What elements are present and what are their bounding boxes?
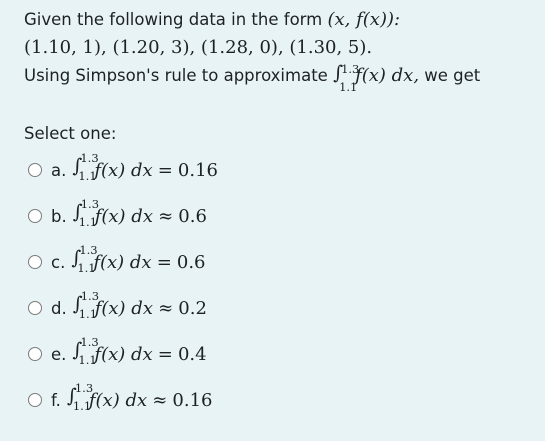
relation-symbol: ≈: [152, 389, 168, 411]
option-f[interactable]: [28, 381, 428, 415]
option-letter: f.: [51, 390, 61, 410]
option-value: 0.6: [178, 205, 207, 227]
integral-upper-limit: 1.3: [79, 243, 98, 257]
integral-sign: ∫ 1.3 1.1: [72, 335, 99, 367]
question-suffix: we get: [419, 66, 481, 85]
integral-sign: ∫ 1.3 1.1: [71, 243, 98, 275]
integral-sign: ∫ 1.3 1.1: [72, 151, 99, 183]
integrand: f(x) dx: [94, 343, 153, 365]
integral-upper-limit: 1.3: [80, 335, 99, 349]
option-letter: c.: [51, 252, 66, 272]
option-letter: e.: [51, 344, 67, 364]
integrand: f(x) dx,: [355, 65, 420, 86]
question-text: [24, 6, 539, 94]
integrand: f(x) dx: [88, 389, 148, 411]
option-letter: d.: [51, 298, 67, 318]
question-intro: Given the following data in the form: [24, 10, 328, 29]
integral-lower-limit: 1.1: [339, 80, 358, 94]
data-points: (1.10, 1), (1.20, 3), (1.28, 0), (1.30, 5).: [24, 37, 373, 58]
integral-upper-limit: 1.3: [80, 151, 99, 165]
question-form: (x, f(x)):: [327, 9, 401, 30]
question-line-1: [24, 6, 539, 34]
option-value: 0.4: [177, 343, 207, 365]
integral-lower-limit: 1.1: [78, 169, 97, 183]
radio-button[interactable]: [28, 163, 42, 177]
radio-button[interactable]: [28, 209, 42, 223]
relation-symbol: =: [157, 343, 173, 365]
integrand: f(x) dx: [94, 205, 153, 227]
option-a[interactable]: [28, 151, 428, 185]
radio-button[interactable]: [28, 301, 42, 315]
relation-symbol: ≈: [158, 297, 174, 319]
integral-sign: ∫ 1.3 1.1: [333, 64, 355, 84]
option-b[interactable]: [28, 197, 428, 231]
option-e[interactable]: [28, 335, 428, 369]
option-d[interactable]: [28, 289, 428, 323]
integral-upper-limit: 1.3: [74, 381, 94, 395]
relation-symbol: =: [157, 159, 173, 181]
integral-sign: ∫ 1.3 1.1: [72, 197, 100, 229]
radio-button[interactable]: [28, 255, 42, 269]
option-value: 0.16: [172, 389, 213, 411]
integral-sign: ∫ 1.3 1.1: [66, 381, 94, 413]
question-instruction: Using Simpson's rule to approximate: [24, 66, 334, 85]
integrand: f(x) dx: [94, 159, 153, 181]
integral-upper-limit: 1.3: [341, 62, 360, 76]
question-line-3: [24, 62, 539, 94]
option-value: 0.16: [177, 159, 218, 181]
integral-lower-limit: 1.1: [78, 307, 98, 321]
relation-symbol: =: [156, 251, 172, 273]
integral-lower-limit: 1.1: [72, 399, 92, 413]
option-value: 0.6: [176, 251, 206, 273]
integral-lower-limit: 1.1: [77, 261, 96, 275]
integral-upper-limit: 1.3: [80, 289, 100, 303]
integrand: f(x) dx: [93, 251, 152, 273]
integral-lower-limit: 1.1: [78, 353, 97, 367]
relation-symbol: ≈: [158, 205, 174, 227]
radio-button[interactable]: [28, 347, 42, 361]
integrand: f(x) dx: [94, 297, 153, 319]
select-one-prompt: Select one:: [24, 124, 117, 143]
option-letter: b.: [51, 206, 67, 226]
option-c[interactable]: [28, 243, 428, 277]
integral-upper-limit: 1.3: [80, 197, 100, 211]
option-letter: a.: [51, 160, 67, 180]
option-value: 0.2: [178, 297, 207, 319]
integral-sign: ∫ 1.3 1.1: [72, 289, 100, 321]
integral-lower-limit: 1.1: [78, 215, 98, 229]
radio-button[interactable]: [28, 393, 42, 407]
